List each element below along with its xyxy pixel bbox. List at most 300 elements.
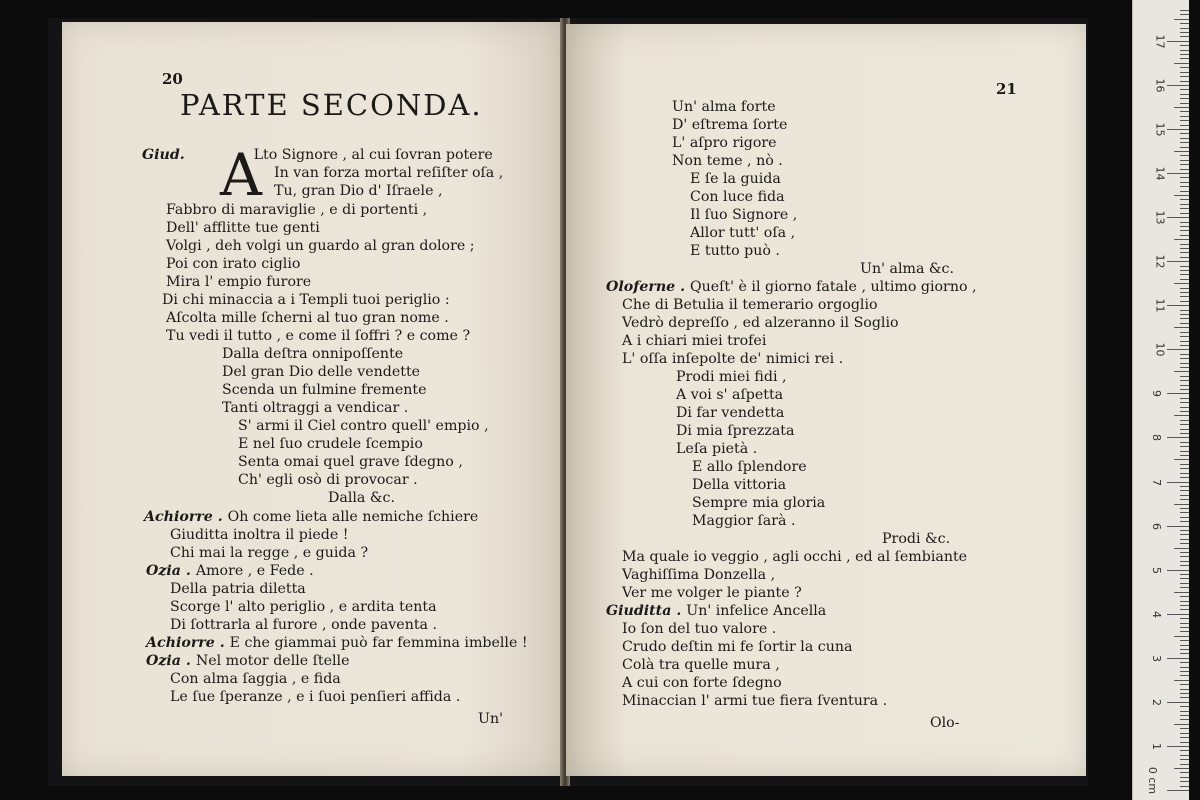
ruler-tick <box>1180 609 1189 610</box>
ruler-tick <box>1167 526 1189 527</box>
ruler-tick <box>1174 459 1189 460</box>
verse-text: Amore , e Fede . <box>195 563 314 579</box>
ruler-tick <box>1180 755 1189 756</box>
verse-text: Mira l' empio furore <box>166 274 312 290</box>
ruler-tick <box>1174 195 1189 196</box>
ruler-tick <box>1180 14 1189 15</box>
verse-text: A cui con forte ſdegno <box>622 675 782 691</box>
ruler-tick <box>1180 199 1189 200</box>
verse-text: E ſe la guida <box>690 171 781 187</box>
right-line <box>860 260 954 278</box>
verse-text: Chi mai la regge , e guida ? <box>170 545 369 561</box>
speaker-name: Ozia . <box>146 653 196 669</box>
ruler-tick <box>1174 283 1189 284</box>
verse-text: Di ſottrarla al furore , onde paventa . <box>170 617 438 633</box>
verse-text: Di mia ſprezzata <box>676 423 795 439</box>
ruler-tick <box>1180 235 1189 236</box>
verse-text: L' oſſa inſepolte de' nimici rei . <box>622 351 844 367</box>
ruler-tick <box>1174 724 1189 725</box>
ruler-number: 7 <box>1150 478 1163 486</box>
ruler-tick <box>1180 662 1189 663</box>
ruler-tick <box>1180 402 1189 403</box>
ruler-tick <box>1180 155 1189 156</box>
ruler-tick <box>1180 684 1189 685</box>
right-line <box>606 602 826 620</box>
verse-text: Vedrò depreſſo , ed alzeranno il Soglio <box>622 315 899 331</box>
ruler-number: 8 <box>1150 434 1163 442</box>
right-line <box>606 278 977 296</box>
ruler-tick <box>1180 138 1189 139</box>
left-line <box>222 345 403 363</box>
left-line <box>170 670 341 688</box>
left-line <box>166 273 311 291</box>
ruler-tick <box>1167 217 1189 218</box>
right-line <box>676 368 787 386</box>
ruler-tick <box>1180 786 1189 787</box>
verse-text: Tu, gran Dio d' Iſraele , <box>274 183 443 199</box>
verse-text: Sempre mia gloria <box>692 495 826 511</box>
ruler-tick <box>1180 332 1189 333</box>
ruler-tick <box>1167 482 1189 483</box>
ruler-tick <box>1180 715 1189 716</box>
ruler-tick <box>1180 508 1189 509</box>
ruler-tick <box>1180 495 1189 496</box>
left-line <box>170 616 437 634</box>
ruler-tick <box>1167 658 1189 659</box>
left-line <box>170 580 306 598</box>
ruler-tick <box>1180 354 1189 355</box>
right-line <box>622 584 802 602</box>
ruler-tick <box>1180 288 1189 289</box>
left-page <box>62 22 562 776</box>
ruler-tick <box>1180 737 1189 738</box>
ruler-tick <box>1180 706 1189 707</box>
ruler-tick <box>1180 89 1189 90</box>
ruler-tick <box>1180 32 1189 33</box>
right-line <box>692 494 825 512</box>
ruler-tick <box>1180 605 1189 606</box>
verse-text: Colà tra quelle mura , <box>622 657 780 673</box>
ruler-tick <box>1180 177 1189 178</box>
ruler-tick <box>1174 548 1189 549</box>
ruler-tick <box>1180 125 1189 126</box>
ruler-tick <box>1180 182 1189 183</box>
ruler-tick <box>1180 248 1189 249</box>
left-line <box>162 291 450 309</box>
ruler-tick <box>1180 94 1189 95</box>
left-line <box>222 399 408 417</box>
ruler-tick <box>1180 781 1189 782</box>
ruler-number: 13 <box>1153 210 1167 225</box>
ruler-tick <box>1180 464 1189 465</box>
ruler-tick <box>1180 72 1189 73</box>
verse-text: Allor tutt' oſa , <box>690 225 796 241</box>
speaker-name: Achiorre . <box>146 635 230 651</box>
ruler-tick <box>1180 772 1189 773</box>
ruler-number: 11 <box>1153 298 1167 313</box>
ruler-number: 14 <box>1153 166 1167 181</box>
verse-text: Lto Signore , al cui ſovran potere <box>253 147 493 163</box>
verse-text: Dell' afflitte tue genti <box>166 220 320 236</box>
ruler-tick <box>1180 50 1189 51</box>
ruler-tick <box>1174 151 1189 152</box>
ruler-tick <box>1180 468 1189 469</box>
ruler-tick <box>1180 420 1189 421</box>
left-line <box>274 164 503 182</box>
ruler-tick <box>1180 54 1189 55</box>
ruler-tick <box>1180 530 1189 531</box>
right-line <box>882 530 950 548</box>
ruler-tick <box>1167 349 1189 350</box>
ruler-tick <box>1180 451 1189 452</box>
ruler-tick <box>1180 561 1189 562</box>
verse-text: Dalla &c. <box>328 490 395 506</box>
ruler-tick <box>1180 116 1189 117</box>
ruler-tick <box>1180 667 1189 668</box>
ruler-tick <box>1180 433 1189 434</box>
verse-text: A i chiari miei trofei <box>622 333 767 349</box>
right-line <box>692 512 796 530</box>
left-line <box>222 363 420 381</box>
left-line <box>170 688 460 706</box>
left-line <box>478 710 503 728</box>
ruler-tick <box>1180 728 1189 729</box>
verse-text: Il ſuo Signore , <box>690 207 798 223</box>
ruler-tick <box>1180 424 1189 425</box>
left-line <box>166 309 449 327</box>
verse-text: Tanti oltraggi a vendicar . <box>222 400 409 416</box>
ruler-tick <box>1180 733 1189 734</box>
ruler-tick <box>1180 164 1189 165</box>
ruler-tick <box>1180 671 1189 672</box>
verse-text: Olo- <box>930 715 960 731</box>
ruler-tick <box>1180 764 1189 765</box>
ruler-tick <box>1180 45 1189 46</box>
ruler-tick <box>1180 455 1189 456</box>
verse-text: Della patria diletta <box>170 581 306 597</box>
ruler-tick <box>1180 697 1189 698</box>
ruler-tick <box>1180 693 1189 694</box>
right-line <box>622 674 782 692</box>
left-text-block <box>62 22 562 776</box>
ruler-tick <box>1180 556 1189 557</box>
ruler-tick <box>1180 623 1189 624</box>
verse-text: Nel motor delle ſtelle <box>195 653 350 669</box>
ruler-number: 2 <box>1150 698 1163 706</box>
ruler-tick <box>1180 274 1189 275</box>
verse-text: Prodi miei fidi , <box>676 369 787 385</box>
left-line <box>166 255 300 273</box>
ruler-tick <box>1180 446 1189 447</box>
ruler-tick <box>1180 640 1189 641</box>
page-number-right: 21 <box>996 80 1017 98</box>
ruler-tick <box>1180 411 1189 412</box>
right-line <box>690 170 781 188</box>
ruler-tick <box>1180 653 1189 654</box>
verse-text: Con alma ſaggia , e fida <box>170 671 341 687</box>
ruler-tick <box>1174 592 1189 593</box>
ruler-tick <box>1180 490 1189 491</box>
verse-text: D' eſtrema ſorte <box>672 117 788 133</box>
ruler-tick <box>1174 504 1189 505</box>
ruler-tick <box>1180 711 1189 712</box>
ruler-tick <box>1180 499 1189 500</box>
left-line <box>170 598 437 616</box>
ruler-tick <box>1180 28 1189 29</box>
verse-text: Non teme , nò . <box>672 153 783 169</box>
ruler-tick <box>1180 587 1189 588</box>
verse-text: Che di Betulia il temerario orgoglio <box>622 297 878 313</box>
ruler-tick <box>1174 371 1189 372</box>
ruler-tick <box>1167 393 1189 394</box>
right-text-block <box>566 24 1086 776</box>
ruler-tick <box>1180 341 1189 342</box>
ruler-tick <box>1180 222 1189 223</box>
right-line <box>672 98 776 116</box>
left-line <box>146 652 350 670</box>
ruler-tick <box>1180 323 1189 324</box>
ruler-tick <box>1180 649 1189 650</box>
ruler-tick <box>1174 768 1189 769</box>
ruler-tick <box>1180 552 1189 553</box>
right-line <box>690 242 780 260</box>
ruler-tick <box>1180 244 1189 245</box>
ruler-tick <box>1180 10 1189 11</box>
verse-text: Io ſon del tuo valore . <box>622 621 777 637</box>
ruler-tick <box>1180 76 1189 77</box>
verse-text: L' aſpro rigore <box>672 135 777 151</box>
right-line <box>622 566 775 584</box>
ruler-tick <box>1180 389 1189 390</box>
left-line <box>142 146 493 164</box>
ruler-tick <box>1180 301 1189 302</box>
ruler-tick <box>1180 574 1189 575</box>
ruler-tick <box>1180 675 1189 676</box>
ruler-tick <box>1180 204 1189 205</box>
verse-text: Le ſue ſperanze , e i ſuoi penſieri affida . <box>170 689 461 705</box>
right-line <box>690 188 785 206</box>
ruler-tick <box>1174 680 1189 681</box>
verse-text: In van forza mortal reſiſter oſa , <box>274 165 504 181</box>
ruler-number: 9 <box>1150 390 1163 398</box>
ruler-tick <box>1180 777 1189 778</box>
ruler-number: 16 <box>1153 78 1167 93</box>
ruler-tick <box>1167 173 1189 174</box>
ruler-tick <box>1174 327 1189 328</box>
ruler-tick <box>1174 636 1189 637</box>
right-line <box>622 548 967 566</box>
ruler-tick <box>1180 81 1189 82</box>
verse-text: Un' alma &c. <box>860 261 955 277</box>
ruler-tick <box>1167 129 1189 130</box>
page-number-left: 20 <box>162 70 183 88</box>
right-line <box>930 714 960 732</box>
ruler-tick <box>1180 429 1189 430</box>
verse-text: Un' alma forte <box>672 99 776 115</box>
ruler-tick <box>1180 147 1189 148</box>
ruler-tick <box>1180 142 1189 143</box>
verse-text: Vaghiſſima Donzella , <box>622 567 776 583</box>
ruler-tick <box>1180 517 1189 518</box>
ruler-tick <box>1167 437 1189 438</box>
right-line <box>622 692 887 710</box>
ruler-tick <box>1180 512 1189 513</box>
ruler-tick <box>1180 473 1189 474</box>
verse-text: Fabbro di maraviglie , e di portenti , <box>166 202 428 218</box>
ruler-tick <box>1180 208 1189 209</box>
verse-text: Dalla deſtra onnipoſſente <box>222 346 404 362</box>
verse-text: Con luce fida <box>690 189 785 205</box>
ruler-tick <box>1180 583 1189 584</box>
ruler-tick <box>1180 266 1189 267</box>
verse-text: Minaccian l' armi tue fiera ſventura . <box>622 693 888 709</box>
ruler-tick <box>1180 314 1189 315</box>
ruler-tick <box>1180 521 1189 522</box>
verse-text: Senta omai quel grave ſdegno , <box>238 454 463 470</box>
ruler-tick <box>1180 742 1189 743</box>
ruler-number: 4 <box>1150 610 1163 618</box>
left-line <box>238 417 489 435</box>
verse-text: Ver me volger le piante ? <box>622 585 802 601</box>
ruler-tick <box>1180 719 1189 720</box>
ruler-tick <box>1180 318 1189 319</box>
right-line <box>622 350 843 368</box>
verse-text: Leſa pietà . <box>676 441 758 457</box>
ruler-tick <box>1180 186 1189 187</box>
ruler-tick <box>1180 191 1189 192</box>
right-line <box>622 620 776 638</box>
ruler-tick <box>1180 252 1189 253</box>
left-line <box>146 634 528 652</box>
verse-text: Poi con irato ciglio <box>166 256 301 272</box>
right-line <box>622 638 852 656</box>
right-line <box>622 296 878 314</box>
ruler-tick <box>1180 111 1189 112</box>
ruler-tick <box>1180 160 1189 161</box>
speaker-name: Oloferne . <box>606 279 690 295</box>
ruler-tick <box>1180 292 1189 293</box>
right-line <box>676 386 783 404</box>
page-title: PARTE SECONDA. <box>180 88 483 122</box>
left-line <box>238 453 463 471</box>
verse-text: Volgi , deh volgi un guardo al gran dolore ; <box>166 238 475 254</box>
ruler-tick <box>1167 746 1189 747</box>
right-line <box>672 134 777 152</box>
verse-text: Giuditta inoltra il piede ! <box>170 527 349 543</box>
ruler-tick <box>1180 539 1189 540</box>
measurement-ruler <box>1132 0 1189 800</box>
verse-text: S' armi il Ciel contro quell' empio , <box>238 418 489 434</box>
ruler-tick <box>1180 279 1189 280</box>
ruler-tick <box>1180 631 1189 632</box>
ruler-tick <box>1180 380 1189 381</box>
ruler-tick <box>1180 296 1189 297</box>
ruler-tick <box>1180 257 1189 258</box>
right-line <box>622 314 899 332</box>
ruler-tick <box>1180 596 1189 597</box>
ruler-tick <box>1174 63 1189 64</box>
speaker-name: Giud. <box>142 147 190 163</box>
verse-text: E tutto può . <box>690 243 780 259</box>
verse-text: Oh come lieta alle nemiche ſchiere <box>227 509 479 525</box>
ruler-tick <box>1180 213 1189 214</box>
right-line <box>676 440 757 458</box>
ruler-tick <box>1180 345 1189 346</box>
right-line <box>690 206 797 224</box>
right-page <box>566 24 1086 776</box>
ruler-tick <box>1180 270 1189 271</box>
verse-text: Un' <box>478 711 503 727</box>
ruler-tick <box>1180 442 1189 443</box>
ruler-tick <box>1180 477 1189 478</box>
ruler-number: 6 <box>1150 522 1163 530</box>
ruler-number: 15 <box>1153 122 1167 137</box>
verse-text: Queſt' è il giorno fatale , ultimo giorno , <box>689 279 977 295</box>
drop-cap: A <box>220 141 262 209</box>
ruler-tick <box>1180 67 1189 68</box>
verse-text: Crudo deſtin mi fe ſortir la cuna <box>622 639 853 655</box>
ruler-tick <box>1180 627 1189 628</box>
verse-text: Aſcolta mille ſcherni al tuo gran nome . <box>166 310 449 326</box>
ruler-tick <box>1180 230 1189 231</box>
ruler-tick <box>1180 601 1189 602</box>
left-line <box>170 526 349 544</box>
ruler-tick <box>1180 310 1189 311</box>
ruler-tick <box>1180 385 1189 386</box>
ruler-tick <box>1180 578 1189 579</box>
ruler-unit-label: 0 cm <box>1146 766 1160 795</box>
ruler-tick <box>1167 41 1189 42</box>
right-line <box>672 116 787 134</box>
ruler-number: 10 <box>1153 342 1167 357</box>
left-line <box>144 508 478 526</box>
left-line <box>166 219 320 237</box>
speaker-name: Giuditta . <box>606 603 687 619</box>
ruler-tick <box>1180 534 1189 535</box>
verse-text: E allo ſplendore <box>692 459 807 475</box>
verse-text: Prodi &c. <box>882 531 951 547</box>
verse-text: Un' infelice Ancella <box>686 603 827 619</box>
ruler-tick <box>1180 58 1189 59</box>
ruler-tick <box>1167 85 1189 86</box>
verse-text: Del gran Dio delle vendette <box>222 364 421 380</box>
left-line <box>170 544 368 562</box>
book-spread <box>48 18 1088 786</box>
ruler-number: 1 <box>1150 742 1163 750</box>
ruler-tick <box>1180 486 1189 487</box>
ruler-tick <box>1180 689 1189 690</box>
ruler-number: 17 <box>1153 34 1167 49</box>
right-line <box>692 458 807 476</box>
ruler-tick <box>1167 614 1189 615</box>
left-line <box>166 327 470 345</box>
ruler-tick <box>1174 19 1189 20</box>
left-line <box>238 435 423 453</box>
ruler-tick <box>1180 367 1189 368</box>
right-line <box>622 656 780 674</box>
ruler-tick <box>1180 645 1189 646</box>
ruler-tick <box>1180 750 1189 751</box>
ruler-number: 5 <box>1150 566 1163 574</box>
ruler-tick <box>1180 407 1189 408</box>
ruler-tick <box>1180 36 1189 37</box>
right-line <box>676 422 794 440</box>
left-line <box>238 471 418 489</box>
right-line <box>672 152 783 170</box>
verse-text: A voi s' aſpetta <box>676 387 784 403</box>
verse-text: Tu vedi il tutto , e come il ſoffri ? e come ? <box>166 328 471 344</box>
ruler-tick <box>1180 120 1189 121</box>
